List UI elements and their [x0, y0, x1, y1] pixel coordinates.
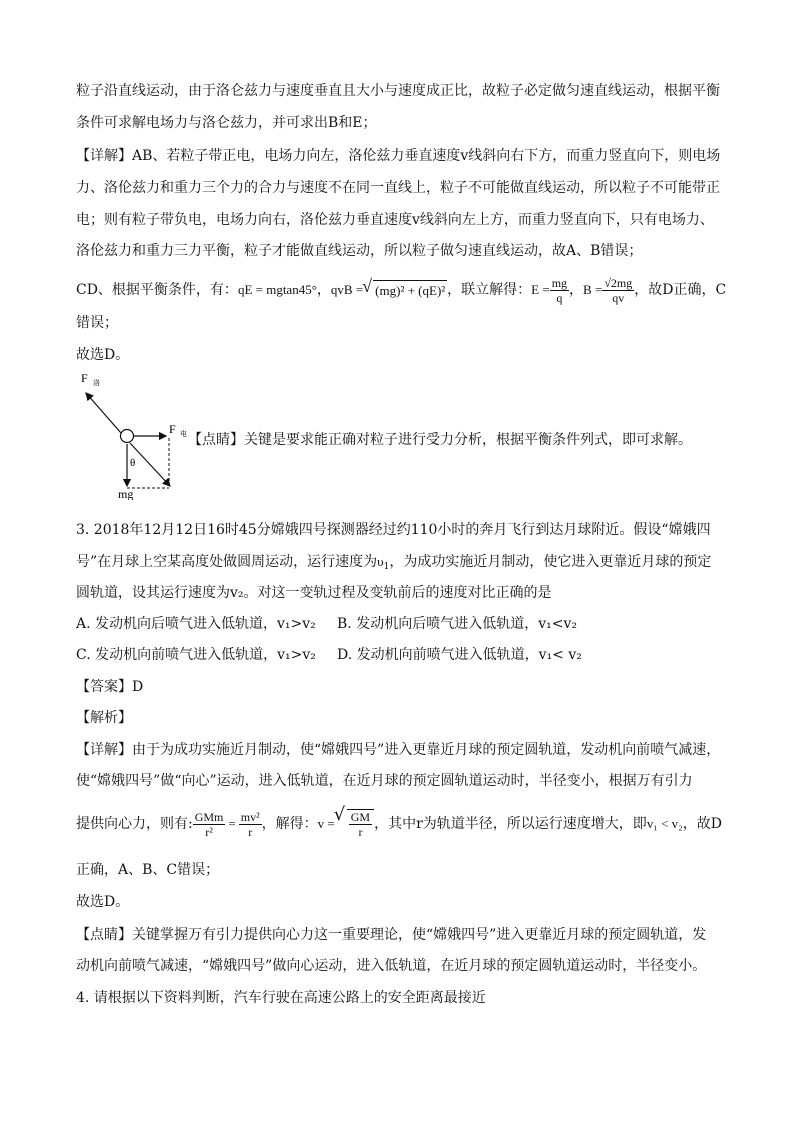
numerator: GMm [194, 809, 224, 824]
option-c: C. 发动机向前喷气进入低轨道，v₁>v₂ [76, 647, 316, 663]
detail-line: 正确，A、B、C错误； [76, 862, 220, 878]
equation-line [76, 272, 726, 308]
fraction-centripetal [239, 810, 262, 839]
detail-line: 【详解】AB、若粒子带正电，电场力向左，洛伦兹力垂直速度v线斜向右下方，而重力竖直向下，则电场 [76, 148, 721, 164]
label-f-electric: F [169, 422, 176, 436]
velocity-symbol: υ [377, 554, 384, 569]
radicand: (mg)² + (qE)² [373, 280, 447, 301]
text: ， [569, 282, 584, 298]
text: ，联立解得： [447, 282, 532, 298]
option-b: B. 发动机向后喷气进入低轨道，v₁<v₂ [337, 616, 577, 632]
text: ， [316, 282, 331, 298]
fraction-gravity [193, 810, 226, 839]
numerator: mg [551, 275, 568, 290]
question-line: 圆轨道，设其运行速度为v₂。对这一变轨过程及变轨前后的速度对比正确的是 [76, 585, 552, 601]
sqrt-expression [335, 809, 374, 839]
answer-label: 【答案】D [76, 679, 144, 695]
paragraph-line: 条件可求解电场力与洛仑兹力，并可求出B和E； [76, 115, 377, 131]
option-d: D. 发动机向前喷气进入低轨道，v₁< v₂ [337, 647, 582, 663]
denominator: q [556, 290, 563, 305]
answer-line: 故选D。 [76, 894, 130, 910]
equation-E: E = [531, 282, 550, 297]
tip-line: 【点睛】关键是要求能正确对粒子进行受力分析，根据平衡条件列式，即可求解。 [188, 432, 692, 448]
numerator: mv² [240, 809, 260, 824]
fraction-gm-r [349, 810, 372, 839]
text: 号”在月球上空某高度处做圆周运动，运行速度为 [76, 554, 378, 570]
text: ，故D [682, 816, 722, 832]
question-line: 4. 请根据以下资料判断，汽车行驶在高速公路上的安全距离最接近 [76, 990, 486, 1006]
text: ，其中r为轨道半径，所以运行速度增大，即 [374, 816, 647, 832]
denominator: r [358, 825, 363, 839]
answer-line: 故选D。 [76, 347, 130, 363]
detail-line: 【详解】由于为成功实施近月制动，使“嫦娥四号”进入更靠近月球的预定圆轨道，发动机向前喷气减速， [76, 742, 721, 758]
detail-line: 力、洛伦兹力和重力三个力的合力与速度不在同一直线上，粒子不可能做直线运动，所以粒子不可能带正 [76, 180, 720, 196]
tip-line: 动机向前喷气减速，“嫦娥四号”做向心运动，进入低轨道，在近月球的预定圆轨道运动时，半径变小。 [76, 958, 707, 974]
numerator: √2mg [604, 275, 633, 290]
label-theta: θ [130, 457, 136, 469]
text: ，为成功实施近月制动，使它进入更靠近月球的预定 [389, 554, 712, 570]
detail-line: 电；则有粒子带负电，电场力向右，洛伦兹力垂直速度v线斜向左上方，而重力竖直向下，只有电场力、 [76, 212, 714, 228]
text: 提供向心力，则有: [76, 816, 193, 832]
equation-v: v = [317, 816, 335, 831]
option-a: A. 发动机向后喷气进入低轨道，v₁>v₂ [76, 616, 316, 632]
force-diagram [76, 368, 188, 500]
radicand [347, 809, 374, 839]
denominator: r [248, 824, 253, 839]
lorentz-force-arrow [86, 393, 121, 433]
text: ，解得： [261, 816, 318, 832]
label-f-lorentz-sub: 洛 [93, 379, 100, 387]
fraction-B [602, 276, 634, 305]
velocity-inequality: v₁ < v₂ [646, 816, 683, 831]
denominator: r² [205, 824, 213, 839]
denominator: qv [612, 290, 625, 305]
numerator: √ GM [350, 810, 371, 824]
equation-B: B = [583, 282, 603, 297]
paragraph-line: 粒子沿直线运动，由于洛仑兹力与速度垂直且大小与速度成正比，故粒子必定做匀速直线运动，根据平衡 [76, 83, 720, 99]
velocity-line [130, 443, 170, 486]
detail-line: 洛伦兹力和重力三力平衡，粒子才能做直线运动，所以粒子做匀速直线运动，故A、B错误； [76, 243, 643, 259]
tip-line: 【点睛】关键掌握万有引力提供向心力这一重要理论，使“嫦娥四号”进入更靠近月球的预定圆轨道，发 [76, 927, 707, 943]
question-line: 3. 2018年12月12日16时45分嫦娥四号探测器经过约110小时的奔月飞行到达月球附近。假设“嫦娥四 [76, 522, 711, 538]
label-f-electric-sub: 电 [180, 430, 187, 438]
label-mg: mg [118, 487, 134, 500]
text: ，故D正确，C [634, 282, 727, 298]
label-f-lorentz: F [81, 371, 88, 385]
equals-sign: = [228, 816, 236, 831]
sqrt-expression [363, 280, 447, 301]
detail-line: 使“嫦娥四号”做“向心”运动，进入低轨道，在近月球的预定圆轨道运动时，半径变小，根据万有引力 [76, 773, 693, 789]
paragraph-line: 错误； [76, 315, 118, 331]
text: CD、根据平衡条件，有： [76, 282, 238, 298]
equation-line [76, 802, 722, 846]
analysis-label: 【解析】 [76, 710, 132, 726]
particle [121, 430, 134, 443]
question-line: 号”在月球上空某高度处做圆周运动，运行速度为$\upsilon_1$，为成功实施近月制动，使它进入更靠近月球的预定 [76, 554, 712, 572]
equation-qE: qE = mgtan45° [237, 282, 317, 297]
fraction-E [550, 276, 569, 305]
equation-qvB: qvB = [330, 282, 364, 297]
